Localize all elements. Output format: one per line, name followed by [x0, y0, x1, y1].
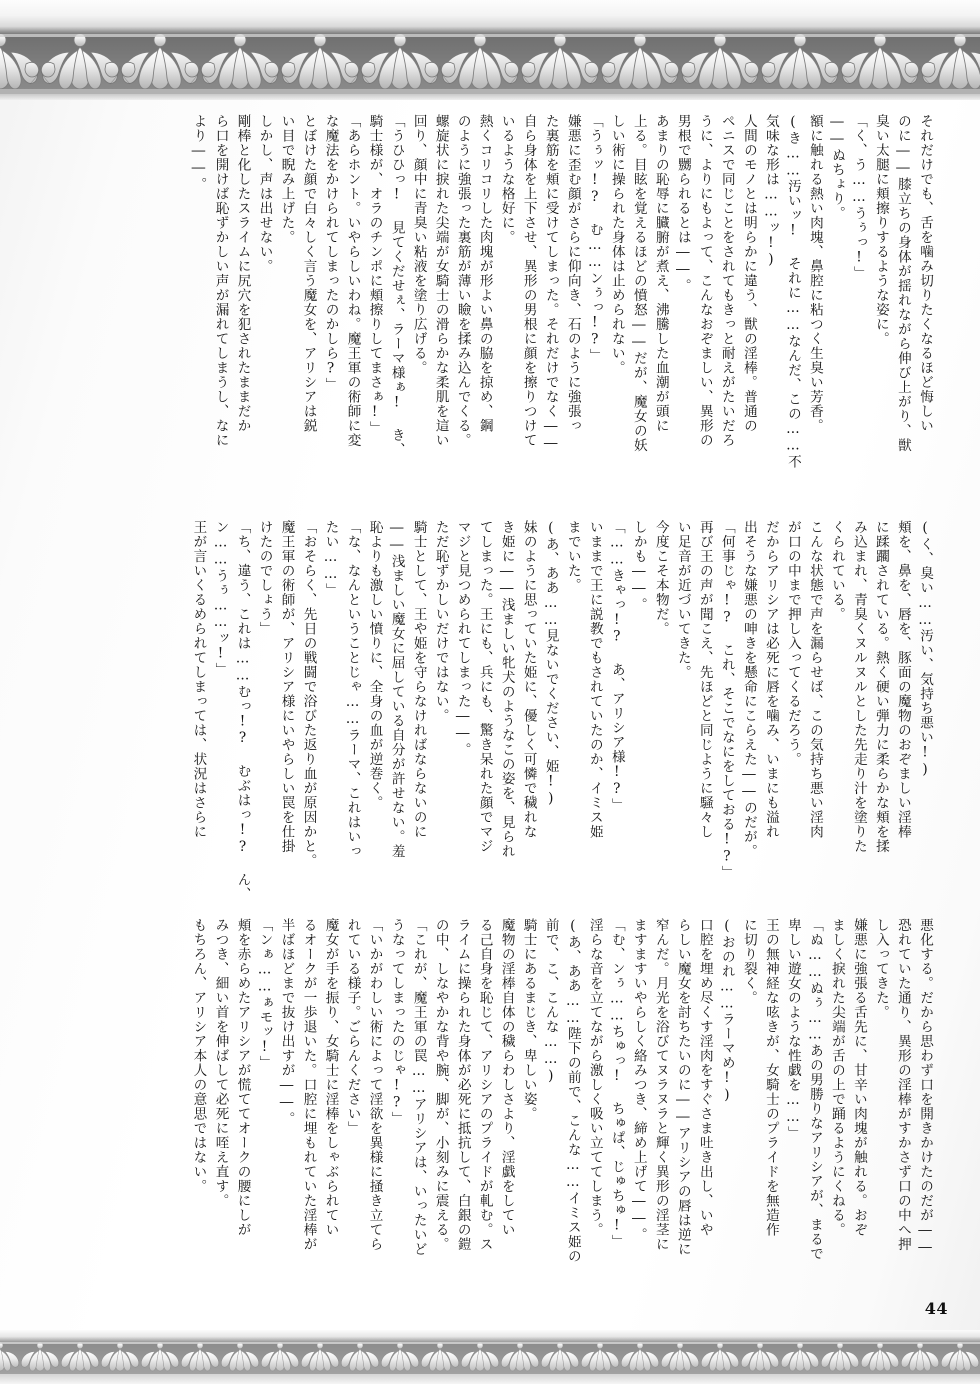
- text-line: 魔女が手を振り、女騎士に淫棒をしゃぶられてい: [322, 918, 339, 1237]
- text-line: 剛棒と化したスライムに尻穴を犯されたままだか: [234, 114, 251, 433]
- text-line: ますますいやらしく絡みつき、締め上げて――。: [630, 918, 647, 1242]
- text-line: うなってしまったのじゃ!?」: [388, 918, 405, 1126]
- text-line: 淫らな音を立てながら激しく吸い立ててしまう。: [586, 918, 603, 1237]
- text-line: 前で、こ、こんな……): [542, 918, 559, 1085]
- text-line: 「ち、違う、これは……むっ!? むぶはっ!? ん、: [234, 520, 251, 902]
- anthemion-palmette-pattern-top: [0, 34, 980, 94]
- bottom-border-highlight-strip: [0, 1330, 980, 1342]
- text-line: しかも――。: [630, 520, 647, 612]
- text-line: いままで王に説教でもされていたのか、イミス姫: [586, 520, 603, 839]
- text-line: た裏筋を頬に受けてしまった。それだけでなく――: [542, 114, 559, 453]
- bottom-border-base-strip: [0, 1374, 980, 1384]
- anthemion-palmette-pattern-bottom: [0, 1342, 980, 1374]
- text-line: 嫌悪に歪む顔がさらに仰向き、石のように強張っ: [564, 114, 581, 433]
- text-line: 王が言いくるめられてしまっては、状況はさらに: [190, 520, 207, 839]
- text-line: ペニスで同じことをされてもきっと耐えがたいだろ: [718, 114, 735, 448]
- text-line: 「……きゃっ!? あ、アリシア様!?」: [608, 520, 625, 813]
- text-line: ――浅ましい魔女に屈している自分が許せない。羞: [388, 520, 405, 859]
- text-block-3: [96, 918, 936, 1318]
- page-text-area: [0, 100, 980, 1330]
- text-line: れている様子。ごらんください」: [344, 918, 361, 1136]
- text-line: き姫に――浅ましい牝犬のようなこの姿を、見られ: [498, 520, 515, 859]
- text-line: 再び王の声が聞こえ、先ほどと同じように騒々し: [696, 520, 713, 839]
- text-line: のに――膝立ちの身体が揺れながら伸び上がり、獣: [894, 114, 911, 453]
- text-line: 「ンぁ……ぁモッ!」: [256, 918, 273, 1071]
- text-line: 魔物の淫棒自体の穢らわしさより、淫戯をしてい: [498, 918, 515, 1237]
- text-line: 恥よりも激しい憤りに、全身の血が逆巻く。: [366, 520, 383, 810]
- text-line: 窄んだ。月光を浴びてヌラヌラと輝く異形の淫茎に: [652, 918, 669, 1252]
- text-line: みつき、細い首を伸ばして必死に咥え直す。: [212, 918, 229, 1208]
- text-line: 額に触れる熱い肉塊、鼻腔に粘つく生臭い芳香。: [806, 114, 823, 433]
- text-line: 「何事じゃ!? これ、そこでなにをしておる!?」: [718, 520, 735, 880]
- text-line: 騎士として、王や姫を守らなければならないのに: [410, 520, 427, 839]
- text-line: 「おそらく、先日の戦闘で浴びた返り血が原因かと。: [300, 520, 317, 868]
- text-line: 上る。目眩を覚えるほどの憤怒――だが、魔女の妖: [630, 114, 647, 453]
- text-line: しかし、声は出せない。: [256, 114, 273, 274]
- text-line: 「む、ンぅ……ちゅっ! ちゅぱ、じゅちゅ!」: [608, 918, 625, 1249]
- bottom-border-band: [0, 1342, 980, 1374]
- text-line: 嫌悪に強張る舌先に、甘辛い肉塊が触れる。おぞ: [850, 918, 867, 1237]
- text-line: み込まれ、青臭くヌルヌルとした先走り汁を塗りた: [850, 520, 867, 854]
- text-line: 臭い太腿に頬擦りするような姿に。: [872, 114, 889, 346]
- text-line: 口腔を埋め尽くす淫肉をすぐさま吐き出し、いや: [696, 918, 713, 1237]
- text-line: 回り、顔中に青臭い粘液を塗り広げる。: [410, 114, 427, 375]
- text-line: らしい魔女を討ちたいのに――アリシアの唇は逆に: [674, 918, 691, 1257]
- text-line: うに、よりにもよって、こんなおぞましい、異形の: [696, 114, 713, 448]
- text-line: 卑しい遊女のような性戯を……」: [784, 918, 801, 1141]
- text-line: るオークが一歩退いた。口腔に埋もれていた淫棒が: [300, 918, 317, 1252]
- text-line: あまりの恥辱に臓腑が煮え、沸騰した血潮が頭に: [652, 114, 669, 433]
- text-line: けたのでしょう」: [256, 520, 273, 636]
- text-line: しい術に操られた身体は止められない。: [608, 114, 625, 375]
- text-line: 恐れていた通り、異形の淫棒がすかさず口の中へ押: [894, 918, 911, 1252]
- text-line: ン……うぅ……ッ!」: [212, 520, 229, 677]
- text-line: 「ぬ……ぬぅ……あの男勝りなアリシアが、まるで: [806, 918, 823, 1262]
- text-line: 気味な形は……ッ!): [762, 114, 779, 269]
- text-line: 半ばほどまで抜け出すが――。: [278, 918, 295, 1126]
- text-line: (おのれ……ラーマめ!): [718, 918, 735, 1104]
- text-line: 出そうな嫌悪の呻きを懸命にこらえた――のだが。: [740, 520, 757, 859]
- text-line: が口の中まで押し入ってくるだろう。: [784, 520, 801, 767]
- text-line: いるような格好に。: [498, 114, 515, 245]
- text-line: 騎士にあるまじき、卑しい姿。: [520, 918, 537, 1121]
- text-line: それだけでも、舌を噛み切りたくなるほど悔しい: [917, 114, 933, 433]
- text-line: 「あらホント。いやらしいわね。魔王軍の術師に変: [344, 114, 361, 448]
- text-line: る己自身を恥じて、アリシアのプライドが軋む。ス: [476, 918, 493, 1252]
- text-line: 頬を、鼻を、唇を、豚面の魔物のおぞましい淫棒: [894, 520, 911, 839]
- text-line: だからアリシアは必死に唇を噛み、いまにも溢れ: [762, 520, 779, 839]
- text-line: 人間のモノとは明らかに違う、獣の淫棒。普通の: [740, 114, 757, 433]
- text-line: たい……」: [322, 520, 339, 598]
- text-line: 「うぅッ!? む……ンぅっ!?」: [586, 114, 603, 363]
- text-line: に切り裂く。: [740, 918, 757, 1005]
- text-line: の中、しなやかな背や腕、脚が、小刻みに震える。: [432, 918, 449, 1252]
- text-line: し入ってきた。: [872, 918, 889, 1020]
- text-line: 「これが、魔王軍の罠……アリシアは、いったいど: [410, 918, 427, 1257]
- text-line: 頬を赤らめたアリシアが慌ててオークの腰にしが: [234, 918, 251, 1237]
- text-line: こんな状態で声を漏らせば、この気持ち悪い淫肉: [806, 520, 823, 839]
- text-line: 悪化する。だから思わず口を開きかけたのだが――: [917, 918, 933, 1257]
- text-line: 熱くコリコリした肉塊が形よい鼻の脇を掠め、鋼: [476, 114, 493, 433]
- text-line: ――ぬちょり。: [828, 114, 845, 221]
- text-line: 男根で嬲られるとは――。: [674, 114, 691, 293]
- top-border-highlight-strip: [0, 0, 980, 34]
- text-line: てしまった。王にも、兵にも、驚き呆れた顔でマジ: [476, 520, 493, 854]
- text-line: のように強張った裏筋が薄い瞼を揉み込んでくる。: [454, 114, 471, 448]
- text-line: くられている。: [828, 520, 845, 622]
- text-line: に蹂躙されている。熱く硬い弾力に柔らかな頬を揉: [872, 520, 889, 854]
- text-line: 螺旋状に捩れた尖端が女騎士の滑らかな柔肌を這い: [432, 114, 449, 448]
- text-line: (あ、ああ……見ないでください、姫!): [542, 520, 559, 808]
- text-line: (く、臭い……汚い、気持ち悪い!): [917, 520, 933, 779]
- text-line: までいた。: [564, 520, 581, 593]
- text-line: ライムに操られた身体が必死に抵抗して、白銀の鎧: [454, 918, 471, 1252]
- text-line: もちろん、アリシア本人の意思ではない。: [190, 918, 207, 1194]
- text-line: より――。: [190, 114, 207, 192]
- top-border-band: [0, 34, 980, 94]
- top-ornamental-border: [0, 0, 980, 100]
- text-block-1: [96, 114, 936, 494]
- text-line: (き……汚いッ! それに……なんだ、この……不: [784, 114, 801, 470]
- text-block-2: [96, 520, 936, 910]
- text-line: 「うひひっ! 見てくだせぇ、ラーマ様ぁ! き、: [388, 114, 405, 458]
- text-line: とぼけた顔で白々しく言う魔女を、アリシアは鋭: [300, 114, 317, 433]
- text-line: 妹のように思っていた姫に、優しく可憐で穢れな: [520, 520, 537, 839]
- text-line: ら口を開けば恥ずかしい声が漏れてしまうし、なに: [212, 114, 229, 448]
- text-line: い目で睨み上げた。: [278, 114, 295, 245]
- text-line: ましく捩れた尖端が舌の上で踊るようにくねる。: [828, 918, 845, 1237]
- text-line: 今度こそ本物だ。: [652, 520, 669, 636]
- bottom-ornamental-border: [0, 1330, 980, 1384]
- page-number: 44: [924, 1299, 948, 1318]
- text-line: 「く、う……うぅっ!」: [850, 114, 867, 281]
- text-line: 「な、なんということじゃ……ラーマ、これはいっ: [344, 520, 361, 859]
- text-line: 魔王軍の術師が、アリシア様にいやらしい罠を仕掛: [278, 520, 295, 854]
- text-line: い足音が近づいてきた。: [674, 520, 691, 680]
- text-line: 「いかがわしい術によって淫欲を異様に掻き立てら: [366, 918, 383, 1252]
- text-line: (あ、ああ……陛下の前で、こんな……イミス姫の: [564, 918, 581, 1264]
- text-line: ただ恥ずかしいだけではない。: [432, 520, 449, 723]
- text-line: な魔法をかけられてしまったのかしら?」: [322, 114, 339, 392]
- text-line: 王の無神経な呟きが、女騎士のプライドを無造作: [762, 918, 779, 1237]
- text-line: 騎士様が、オラのチンポに頬擦りしてまさぁ!」: [366, 114, 383, 436]
- text-line: 自ら身体を上下させ、異形の男根に顔を擦りつけて: [520, 114, 537, 448]
- text-line: マジと見つめられてしまった――。: [454, 520, 471, 757]
